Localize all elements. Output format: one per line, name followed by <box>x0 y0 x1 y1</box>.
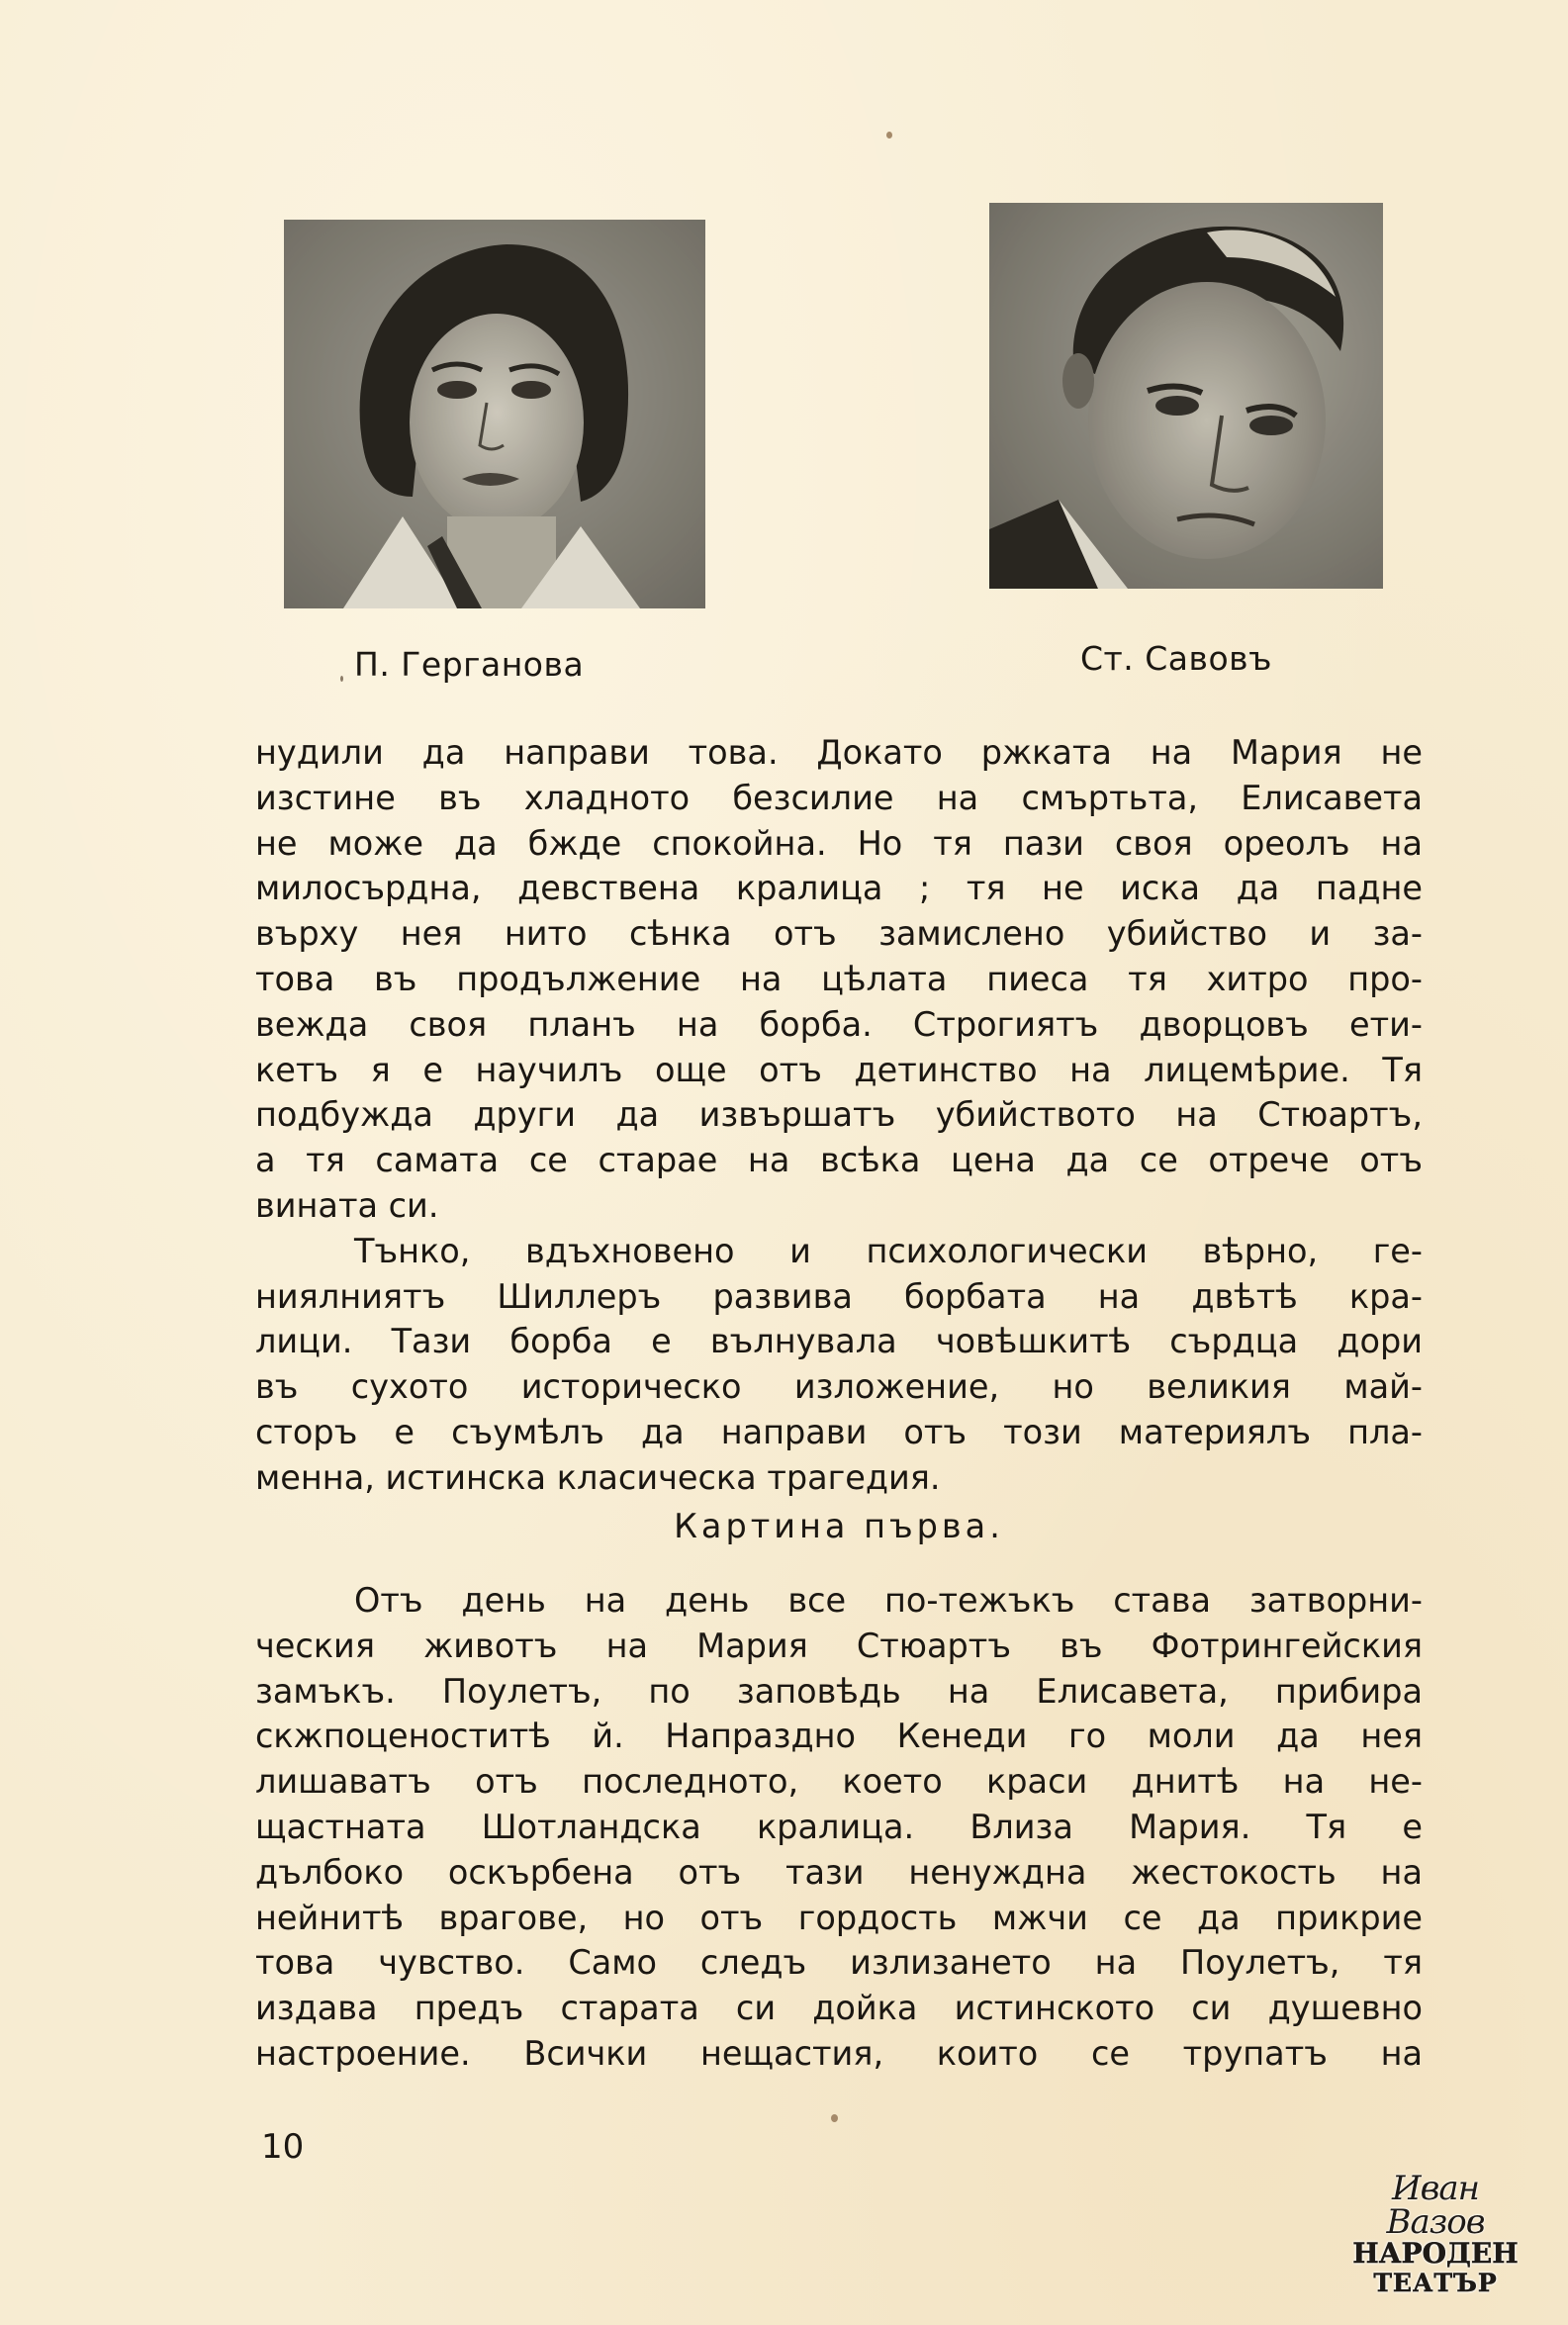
photo-caption-right: Ст. Савовъ <box>1080 639 1272 678</box>
text-line: скжпоценоститѣ й. Напраздно Кенеди го моли да нея <box>255 1717 1423 1756</box>
text-line: подбужда други да извършатъ убийството на Стюартъ, <box>255 1095 1423 1135</box>
text-line: издава предъ старата си дойка истинското си душевно <box>255 1989 1423 2028</box>
portrait-man-image <box>989 203 1383 589</box>
text-line: това въ продължение на цѣлата пиеса тя хитро про- <box>255 959 1423 998</box>
text-line: щастната Шотландска кралица. Влиза Мария. Тя е <box>255 1807 1423 1846</box>
logo-signature: Иван Вазов <box>1386 2169 1485 2242</box>
logo-line-1: НАРОДЕН <box>1352 2237 1519 2270</box>
text-line: Тънко, вдъхновено и психологически вѣрно, ге- <box>354 1231 1423 1270</box>
text-line: това чувство. Само следъ излизането на Поулетъ, тя <box>255 1943 1423 1983</box>
text-line: вината си. <box>255 1185 439 1225</box>
page-number: 10 <box>261 2127 305 2167</box>
paper-speck <box>886 132 892 139</box>
text-line: вежда своя планъ на борба. Строгиятъ дворцовъ ети- <box>255 1004 1423 1044</box>
text-line: лици. Тази борба е вълнувала човѣшкитѣ сърдца дори <box>255 1322 1423 1361</box>
body-text-lower <box>255 1578 1423 2077</box>
text-line: менна, истинска класическа трагедия. <box>255 1457 941 1497</box>
logo-line-2: ТЕАТЪР <box>1373 2269 1498 2297</box>
paper-speck <box>831 2114 838 2122</box>
body-text-upper <box>255 730 1423 1501</box>
paper-speck <box>340 676 343 682</box>
portrait-photo-gerganova <box>284 220 705 608</box>
photo-caption-left: П. Герганова <box>354 645 585 684</box>
text-line: а тя самата се старае на всѣка цена да се отрече отъ <box>255 1141 1423 1180</box>
national-theatre-logo <box>1351 2169 1520 2297</box>
text-line: замъкъ. Поулетъ, по заповѣдь на Елисавета, прибира <box>255 1671 1423 1711</box>
text-line: сторъ е съумѣлъ да направи отъ този материялъ пла- <box>255 1412 1423 1451</box>
section-heading: Картина първа. <box>674 1507 1004 1545</box>
text-line: дълбоко оскърбена отъ тази ненуждна жестокость на <box>255 1852 1423 1892</box>
portrait-woman-image <box>284 220 705 608</box>
text-line: върху нея нито сѣнка отъ замислено убийство и за- <box>255 914 1423 954</box>
text-line: въ сухото историческо изложение, но великия май- <box>255 1367 1423 1407</box>
text-line: ческия животъ на Мария Стюартъ въ Фотрингейския <box>255 1626 1423 1665</box>
text-line: кетъ я е научилъ още отъ детинство на лицемѣрие. Тя <box>255 1050 1423 1089</box>
text-line: не може да бжде спокойна. Но тя пази своя ореолъ на <box>255 823 1423 863</box>
text-line: настроение. Всички нещастия, които се трупатъ на <box>255 2033 1423 2073</box>
text-line: изстине въ хладното безсилие на смъртьта, Елисавета <box>255 778 1423 817</box>
text-line: Отъ день на день все по-тежъкъ става затворни- <box>354 1581 1423 1620</box>
text-line: нейнитѣ врагове, но отъ гордость мжчи се да прикрие <box>255 1898 1423 1937</box>
text-line: ниялниятъ Шиллеръ развива борбата на двѣтѣ кра- <box>255 1276 1423 1316</box>
text-line: милосърдна, девствена кралица ; тя не иска да падне <box>255 869 1423 908</box>
portrait-photo-savov <box>989 203 1383 589</box>
text-line: нудили да направи това. Докато ржката на Мария не <box>255 733 1423 772</box>
text-line: лишаватъ отъ последното, което краси днитѣ на не- <box>255 1762 1423 1802</box>
